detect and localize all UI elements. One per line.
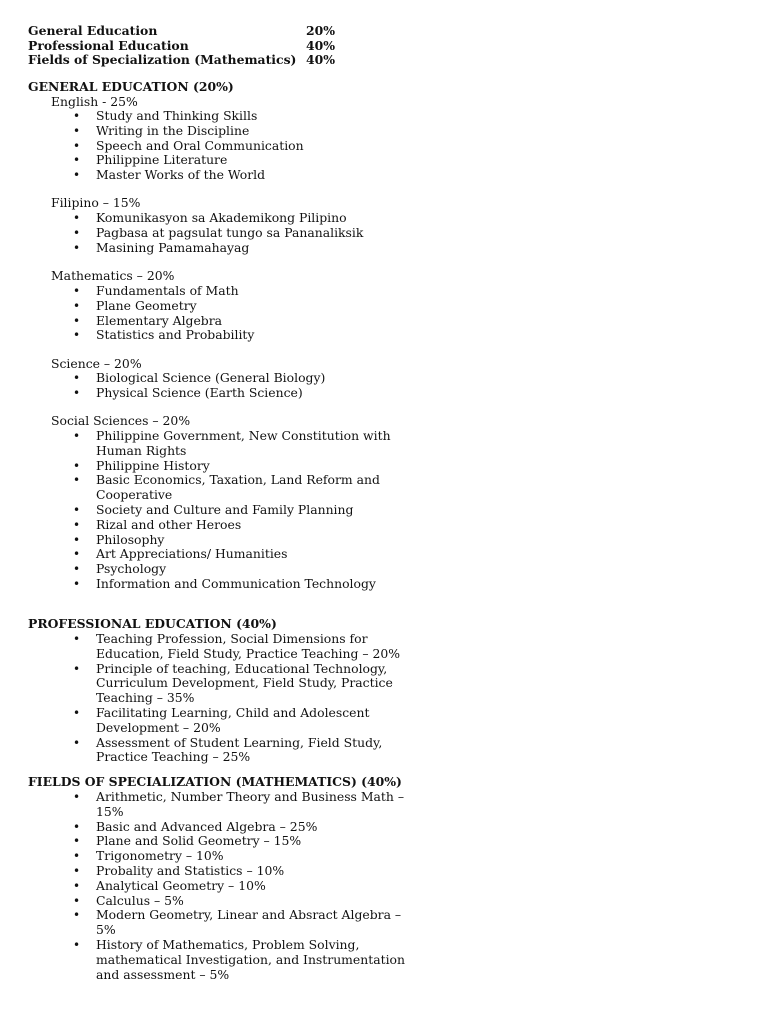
list-item: • Philippine Literature <box>0 153 440 168</box>
list-item: • Information and Communication Technology <box>0 577 440 592</box>
summary-label: Fields of Specialization (Mathematics) <box>28 52 297 67</box>
list-item: • Masining Pamamahayag <box>0 241 440 256</box>
list-item: • Philippine History <box>0 459 440 474</box>
specialization-heading: FIELDS OF SPECIALIZATION (MATHEMATICS) (40%) <box>28 774 402 789</box>
general-education-heading: GENERAL EDUCATION (20%) <box>28 79 234 94</box>
professional-education-heading: PROFESSIONAL EDUCATION (40%) <box>28 616 277 631</box>
filipino-list <box>0 211 440 255</box>
filipino-subheading: Filipino – 15% <box>51 195 141 210</box>
list-item: • Society and Culture and Family Planning <box>0 503 440 518</box>
list-item: • Art Appreciations/ Humanities <box>0 547 440 562</box>
list-item: • Arithmetic, Number Theory and Business Math – 15% <box>0 790 420 820</box>
list-item: • Basic and Advanced Algebra – 25% <box>0 820 420 835</box>
list-item: • Analytical Geometry – 10% <box>0 879 420 894</box>
list-item: • Plane and Solid Geometry – 15% <box>0 834 420 849</box>
summary-percent: 20% <box>306 23 336 38</box>
list-item: • Facilitating Learning, Child and Adolescent Development – 20% <box>0 706 420 736</box>
list-item: • Writing in the Discipline <box>0 124 440 139</box>
specialization-list <box>0 790 420 982</box>
list-item: • Pagbasa at pagsulat tungo sa Pananaliksik <box>0 226 440 241</box>
summary-label: Professional Education <box>28 37 189 53</box>
list-item: • Teaching Profession, Social Dimensions for Education, Field Study, Practice Teaching – 20% <box>0 632 420 662</box>
list-item: • Assessment of Student Learning, Field Study, Practice Teaching – 25% <box>0 736 420 766</box>
list-item: • History of Mathematics, Problem Solving, mathematical Investigation, and Instrumentation and assessment – 5% <box>0 938 420 982</box>
mathematics-list <box>0 284 440 343</box>
list-item: • Modern Geometry, Linear and Absract Algebra – 5% <box>0 908 420 938</box>
list-item: • Physical Science (Earth Science) <box>0 386 440 401</box>
list-item: • Statistics and Probability <box>0 328 440 343</box>
list-item: • Probality and Statistics – 10% <box>0 864 420 879</box>
list-item: • Psychology <box>0 562 440 577</box>
list-item: • Calculus – 5% <box>0 894 420 909</box>
list-item: • Biological Science (General Biology) <box>0 371 440 386</box>
mathematics-subheading: Mathematics – 20% <box>51 268 175 283</box>
list-item: • Elementary Algebra <box>0 314 440 329</box>
social-sciences-list <box>0 429 440 592</box>
science-subheading: Science – 20% <box>51 356 142 371</box>
list-item: • Komunikasyon sa Akademikong Pilipino <box>0 211 440 226</box>
social-sciences-subheading: Social Sciences – 20% <box>51 413 191 428</box>
list-item: • Philippine Government, New Constitution with Human Rights <box>0 429 440 459</box>
summary-label: General Education <box>28 23 158 38</box>
list-item: • Rizal and other Heroes <box>0 518 440 533</box>
english-list <box>0 109 440 183</box>
list-item: • Speech and Oral Communication <box>0 139 440 154</box>
science-list <box>0 371 440 401</box>
list-item: • Basic Economics, Taxation, Land Reform and Cooperative <box>0 473 440 503</box>
list-item: • Plane Geometry <box>0 299 440 314</box>
summary-percent: 40% <box>306 52 336 67</box>
list-item: • Fundamentals of Math <box>0 284 440 299</box>
professional-education-list <box>0 632 420 765</box>
list-item: • Philosophy <box>0 533 440 548</box>
list-item: • Principle of teaching, Educational Technology, Curriculum Development, Field Study, Practice Teaching – 35% <box>0 662 420 706</box>
summary-percent: 40% <box>306 37 336 53</box>
list-item: • Master Works of the World <box>0 168 440 183</box>
list-item: • Study and Thinking Skills <box>0 109 440 124</box>
english-subheading: English - 25% <box>51 93 138 109</box>
list-item: • Trigonometry – 10% <box>0 849 420 864</box>
